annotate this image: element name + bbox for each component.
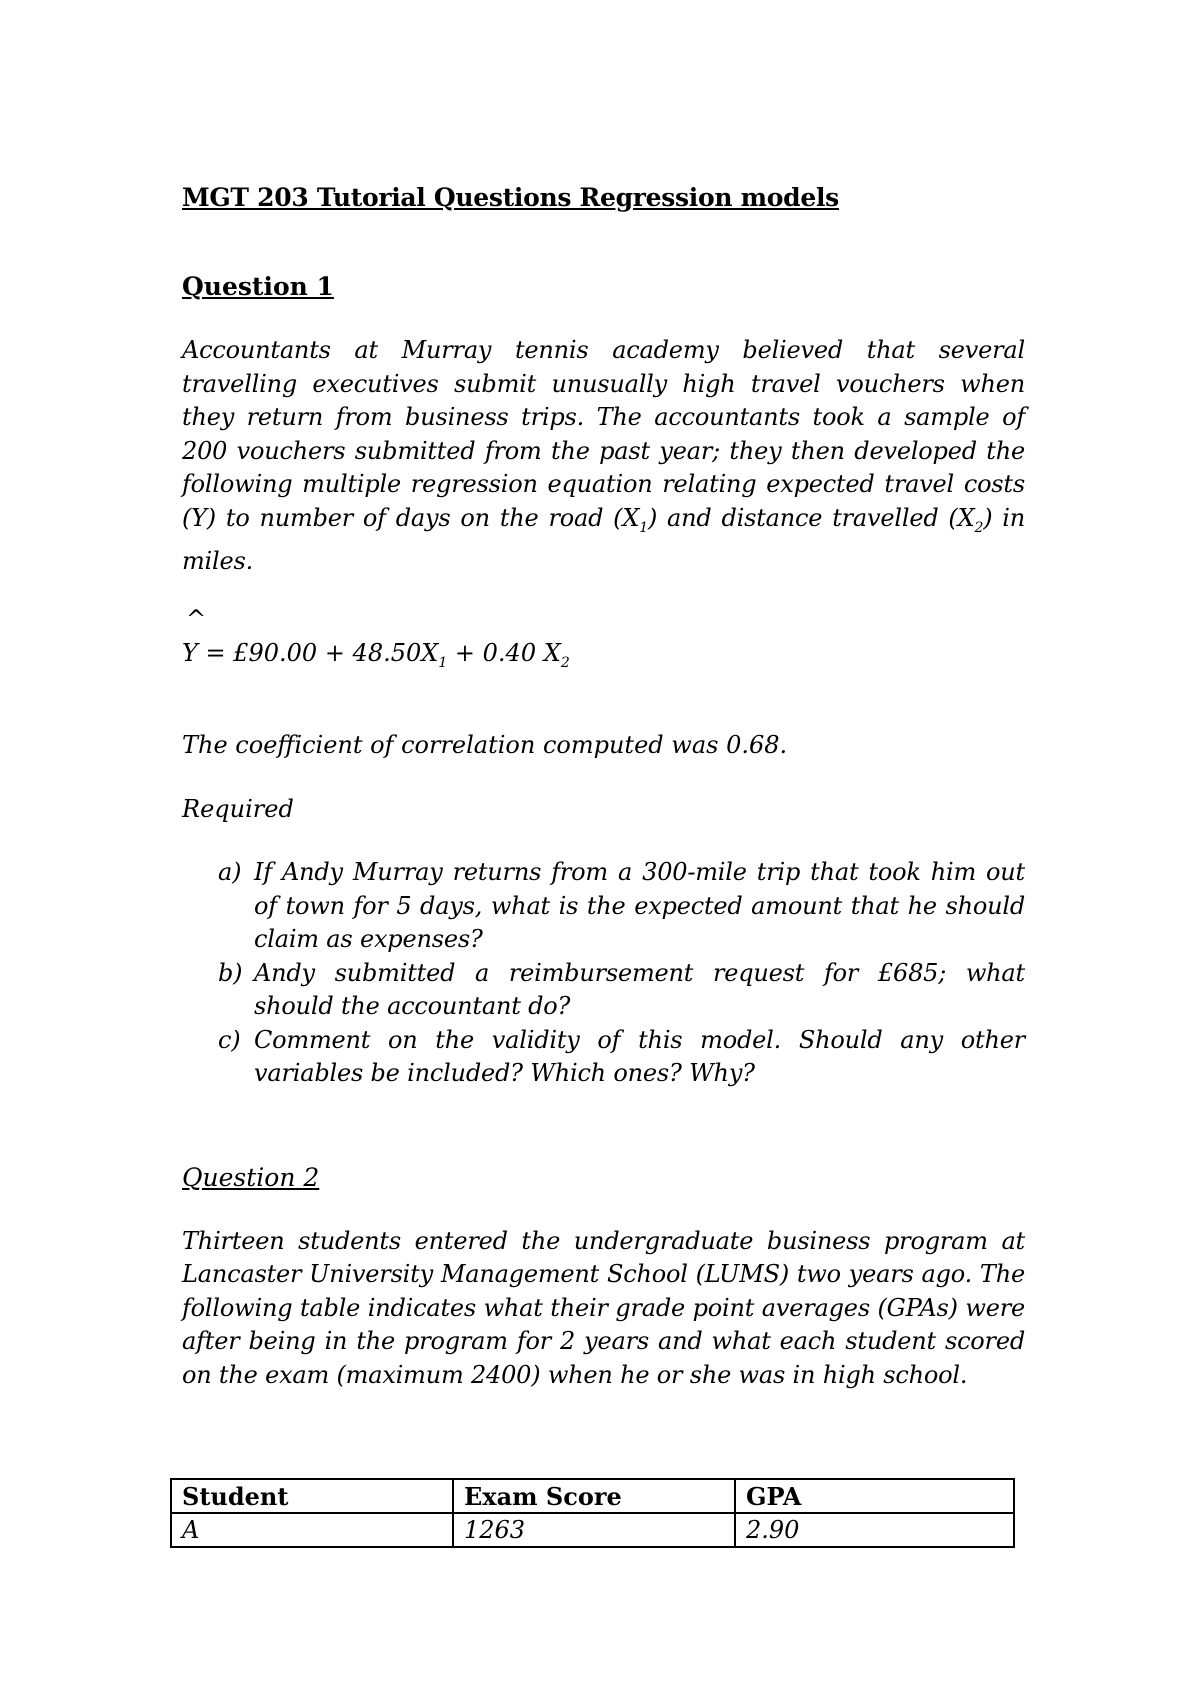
regression-equation: [182, 636, 1025, 680]
table-header-row: [171, 1479, 1014, 1513]
table-cell-exam-score: 1263: [453, 1513, 735, 1547]
list-item-text: If Andy Murray returns from a 300-mile trip that took him out of town for 5 days, what is the expected amount that he should claim as expenses?: [254, 858, 1025, 954]
question-2-heading: Question 2: [182, 1162, 320, 1192]
equation-part: Y = £90.00 + 48.50X: [182, 639, 439, 668]
column-header-exam-score: Exam Score: [453, 1479, 735, 1513]
column-header-student: Student: [171, 1479, 453, 1513]
question-2-intro: Thirteen students entered the undergraduate business program at Lancaster University Management School (LUMS) two years ago. The following table indicates what their grade point averages (GPAs) were after being in the program for 2 years and what each student scored on the exam (maximum 2400) when he or she was in high school.: [182, 1226, 1025, 1389]
table-row: [171, 1513, 1014, 1547]
list-item: [182, 856, 1025, 957]
table-cell-gpa: 2.90: [735, 1513, 1014, 1547]
list-marker: b): [218, 958, 243, 987]
list-item: [182, 1024, 1025, 1091]
intro-text-part: ) in miles.: [182, 503, 1025, 575]
table-cell-student: A: [171, 1513, 453, 1547]
document-body: [182, 180, 1025, 1392]
intro-text-part: ) and distance travelled (X: [647, 503, 975, 532]
document-title: MGT 203 Tutorial Questions Regression models: [182, 183, 839, 212]
student-data-table: [170, 1478, 1015, 1548]
equation-subscript-2: 2: [560, 655, 570, 672]
equation-subscript-1: 1: [438, 655, 448, 672]
column-header-gpa: GPA: [735, 1479, 1014, 1513]
list-marker: c): [218, 1025, 241, 1054]
correlation-statement: The coefficient of correlation computed was 0.68.: [182, 731, 788, 760]
question-1-intro: [182, 334, 1025, 578]
y-hat-symbol: ^: [186, 605, 207, 634]
subscript-1: 1: [639, 519, 648, 536]
intro-text-part: Accountants at Murray tennis academy believed that several travelling executives submit unusually high travel vouchers when they return from business trips. The accountants took a sample of 200 vouchers submitted from the past year; they then developed the following multiple regression equation relating expected travel costs (Y) to number of days on the road (X: [182, 336, 1025, 532]
equation-part: + 0.40 X: [447, 639, 561, 668]
required-label: Required: [182, 795, 294, 824]
list-item-text: Comment on the validity of this model. Should any other variables be included? Which ones? Why?: [254, 1025, 1025, 1088]
question-1-heading: Question 1: [182, 272, 334, 301]
question-1-parts: [182, 856, 1025, 1091]
subscript-2: 2: [974, 519, 984, 536]
list-marker: a): [218, 858, 242, 887]
list-item-text: Andy submitted a reimbursement request for £685; what should the accountant do?: [254, 958, 1025, 1021]
list-item: [182, 957, 1025, 1024]
